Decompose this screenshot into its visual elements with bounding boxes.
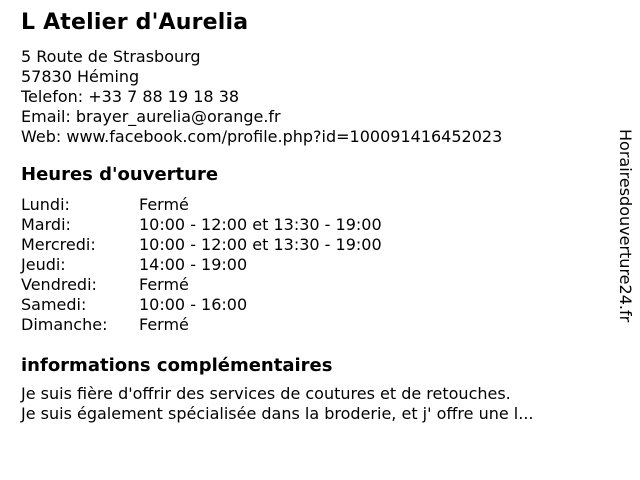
hours-value: 10:00 - 12:00 et 13:30 - 19:00 bbox=[139, 235, 382, 254]
hours-row-thursday bbox=[21, 255, 600, 275]
hours-day-label: Dimanche: bbox=[21, 315, 108, 334]
hours-value: Fermé bbox=[139, 315, 189, 334]
hours-day-label: Jeudi: bbox=[21, 255, 66, 274]
phone-line bbox=[21, 87, 600, 107]
hours-row-monday bbox=[21, 195, 600, 215]
contact-block bbox=[21, 47, 600, 147]
hours-day-label: Vendredi: bbox=[21, 275, 97, 294]
address-line-2: 57830 Héming bbox=[21, 67, 140, 86]
web-value: www.facebook.com/profile.php?id=100091416452023 bbox=[66, 127, 503, 146]
web-line bbox=[21, 127, 600, 147]
hours-section-heading: Heures d'ouverture bbox=[21, 164, 219, 185]
hours-row-sunday bbox=[21, 315, 600, 335]
address-line-1: 5 Route de Strasbourg bbox=[21, 47, 201, 66]
hours-day-label: Samedi: bbox=[21, 295, 87, 314]
web-label: Web: bbox=[21, 127, 62, 146]
phone-value: +33 7 88 19 18 38 bbox=[88, 87, 240, 106]
hours-day-label: Mardi: bbox=[21, 215, 71, 234]
info-text-block bbox=[21, 384, 600, 424]
hours-table bbox=[21, 195, 600, 335]
page-title: L Atelier d'Aurelia bbox=[21, 10, 249, 35]
hours-day-label: Lundi: bbox=[21, 195, 70, 214]
hours-row-saturday bbox=[21, 295, 600, 315]
hours-value: Fermé bbox=[139, 275, 189, 294]
email-value: brayer_aurelia@orange.fr bbox=[75, 107, 281, 126]
email-label: Email: bbox=[21, 107, 71, 126]
hours-row-friday bbox=[21, 275, 600, 295]
hours-row-tuesday bbox=[21, 215, 600, 235]
email-line bbox=[21, 107, 600, 127]
hours-row-wednesday bbox=[21, 235, 600, 255]
info-line-1: Je suis fière d'offrir des services de coutures et de retouches. bbox=[21, 384, 511, 403]
hours-value: Fermé bbox=[139, 195, 189, 214]
site-watermark: Horairesdouverture24.fr bbox=[616, 129, 635, 323]
hours-value: 10:00 - 12:00 et 13:30 - 19:00 bbox=[139, 215, 382, 234]
hours-day-label: Mercredi: bbox=[21, 235, 96, 254]
hours-value: 10:00 - 16:00 bbox=[139, 295, 248, 314]
phone-label: Telefon: bbox=[21, 87, 84, 106]
info-section-heading: informations complémentaires bbox=[21, 355, 333, 376]
hours-value: 14:00 - 19:00 bbox=[139, 255, 248, 274]
info-line-2: Je suis également spécialisée dans la broderie, et j' offre une l... bbox=[21, 404, 534, 423]
